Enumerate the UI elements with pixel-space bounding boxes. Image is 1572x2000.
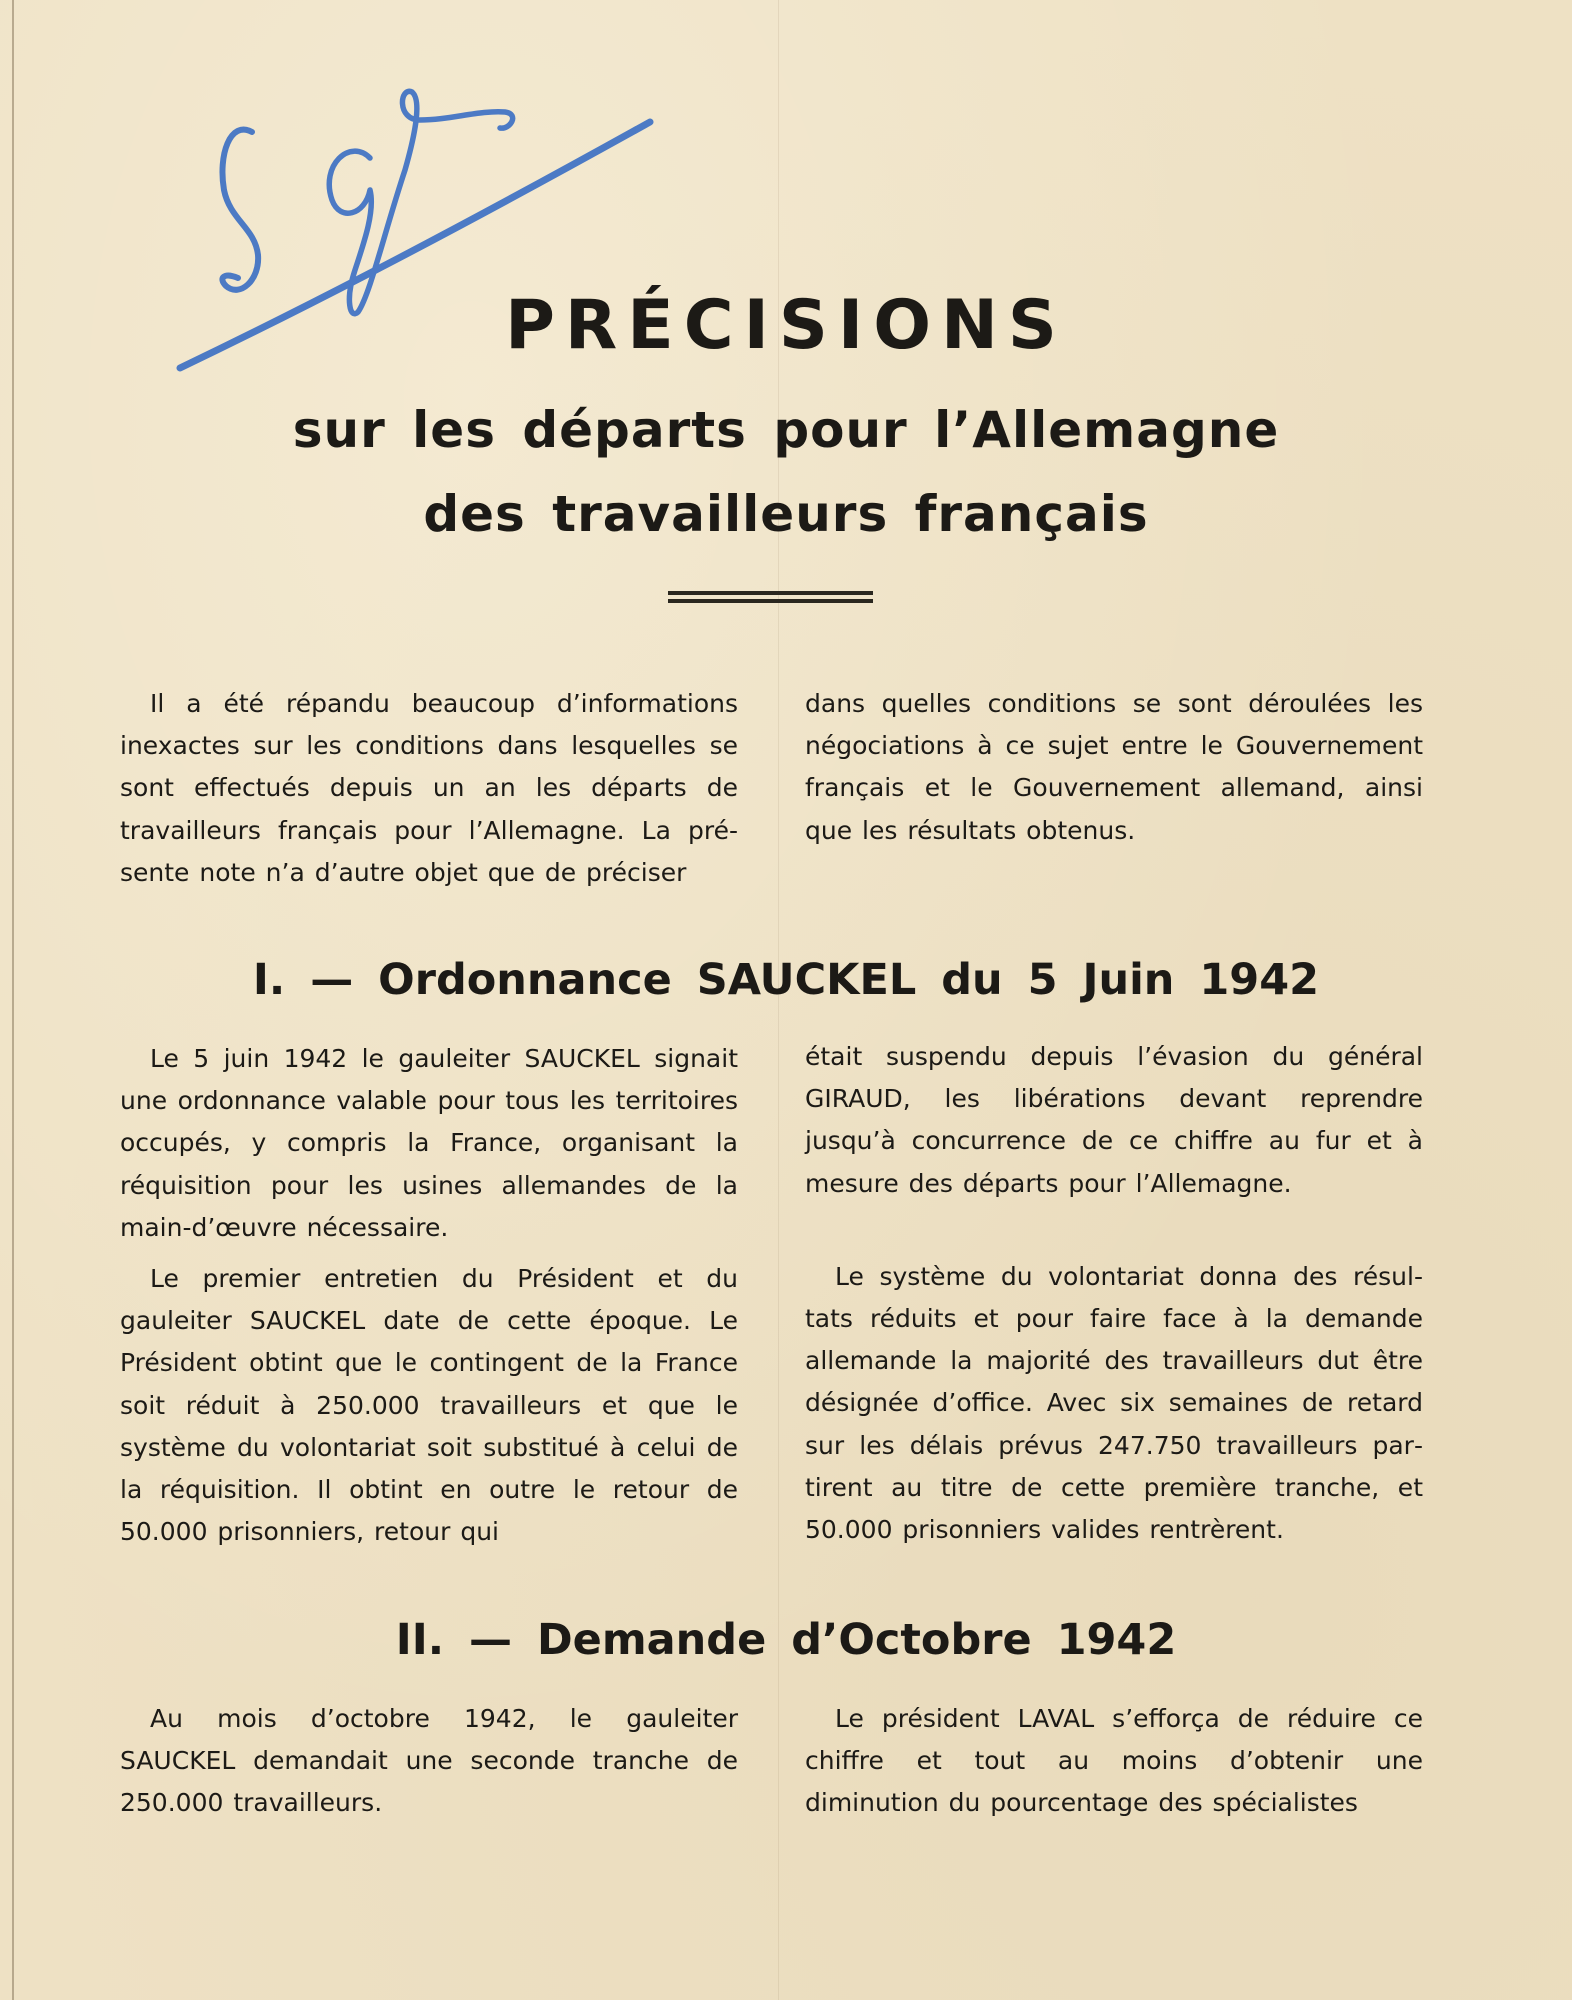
document-subtitle [0,388,1572,556]
section-1-left-paragraph-1: Le 5 juin 1942 le gauleiter SAUCKEL signait une ordonnance valable pour tous les territoires occupés, y compris la France, organisant la réquisition pour les usines allemandes de la main-d’œuvre nécessaire. [120,1044,738,1242]
section-1-right-paragraph-2: Le système du volontariat donna des résultats réduits et pour faire face à la demande allemande la majorité des travailleurs dut être désignée d’office. Avec six semaines de retard sur les délais prévus 247.750 travailleurs partirent au titre de cette première tranche, et 50.000 prisonniers valides rentrèrent. [805,1261,1423,1545]
intro-paragraph-left: Il a été répandu beaucoup d’informations inexactes sur les conditions dans lesquelles se sont effectués depuis un an les départs de travailleurs français pour l’Allemagne. La présente note n’a d’autre objet que de préciser [120,689,738,887]
double-rule-bottom [668,599,873,603]
section-1-right-column [805,1036,1423,1551]
handwritten-s [222,130,258,290]
section-1-left-column [120,1038,738,1553]
intro-right-column [805,683,1423,852]
section-1-right-paragraph-1: était suspendu depuis l’évasion du général GIRAUD, les libérations devant reprendre jusqu’à concurrence de ce chiffre au fur et à mesure des départs pour l’Allemagne. [805,1042,1423,1198]
section-1-left-paragraph-2: Le premier entretien du Président et du gauleiter SAUCKEL date de cette époque. Le Président obtint que le contingent de la France soit réduit à 250.000 travailleurs et que le système du volontariat soit substitué à celui de la réquisition. Il obtint en outre le retour de 50.000 prisonniers, retour qui [120,1264,738,1547]
intro-paragraph-right: dans quelles conditions se sont déroulées les négociations à ce sujet entre le Gouvernement français et le Gouvernement allemand, ainsi que les résultats obtenus. [805,689,1423,845]
subtitle-line-1: sur les départs pour l’Allemagne [292,401,1280,459]
section-2-right-paragraph-1: Le président LAVAL s’efforça de réduire ce chiffre et tout au moins d’obtenir une diminution du pourcentage des spécialistes [805,1704,1423,1818]
section-2-left-column [120,1698,738,1825]
subtitle-line-2: des travailleurs français [423,485,1149,543]
document-title: PRÉCISIONS [505,286,1067,365]
intro-left-column [120,683,738,894]
section-2-heading: II. — Demande d’Octobre 1942 [395,1615,1177,1665]
section-1-heading: I. — Ordonnance SAUCKEL du 5 Juin 1942 [252,955,1320,1005]
double-rule-top [668,591,873,595]
section-2-right-column [805,1698,1423,1825]
section-2-left-paragraph-1: Au mois d’octobre 1942, le gauleiter SAUCKEL demandait une seconde tranche de 250.000 travailleurs. [120,1704,738,1818]
